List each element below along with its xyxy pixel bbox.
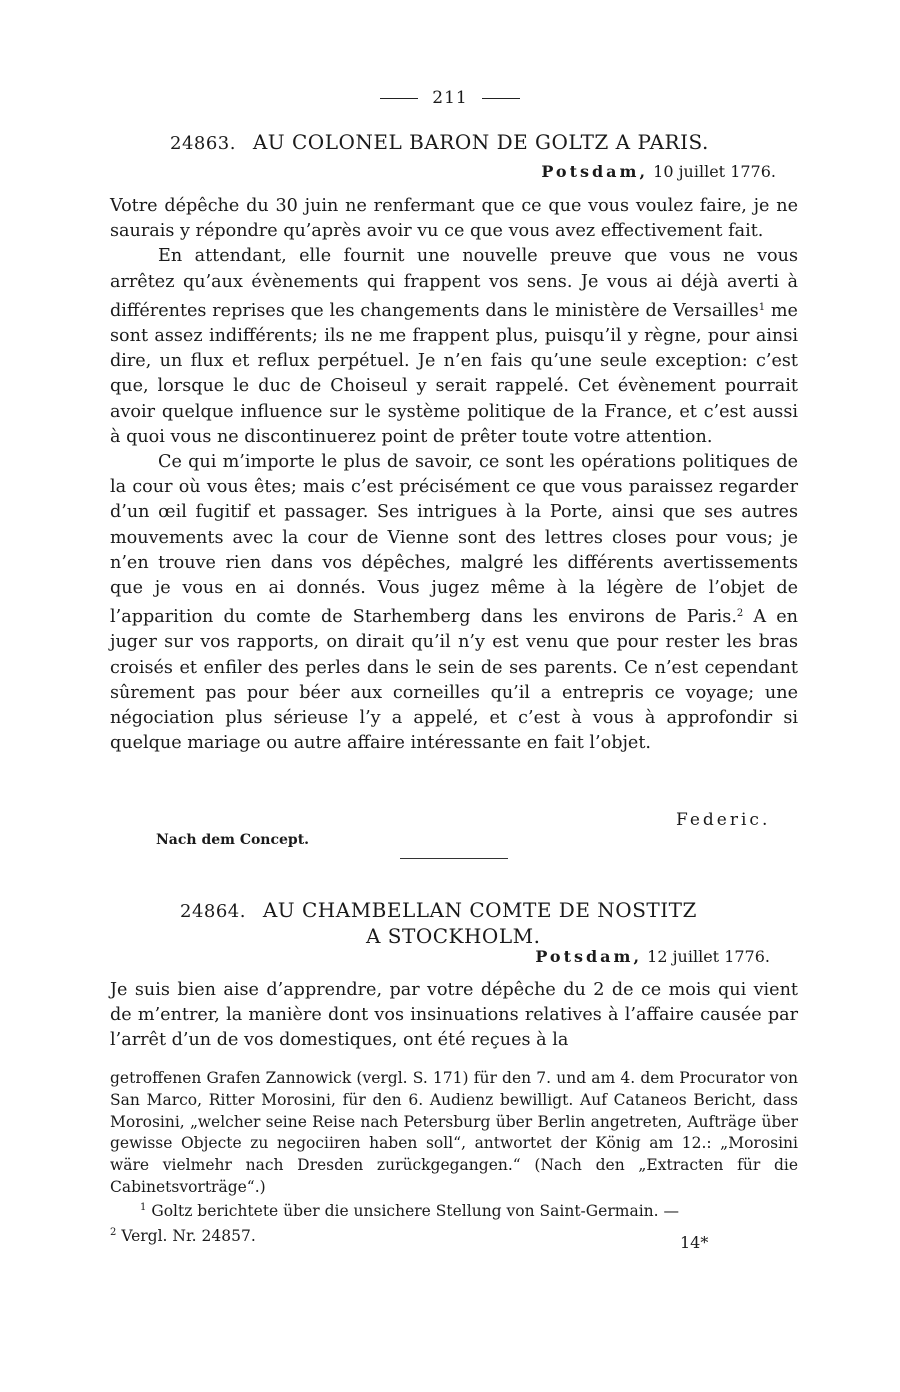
footnote-ref-1: 1 — [758, 301, 766, 313]
letter1-paragraph-2a: En attendant, elle fournit une nouvelle preuve que vous ne vous arrêtez qu’aux évènements qui frappent vos sens. Je vous ai déjà averti à différentes reprises que les changements dans le ministère de Versailles — [110, 246, 798, 321]
letter1-date: 10 juillet 1776. — [653, 162, 776, 181]
letter2-place: Potsdam, — [535, 947, 643, 966]
footnote-ref-2: 2 — [736, 608, 744, 620]
footnote-1-mark: 1 — [140, 1202, 147, 1213]
letter1-paragraph-1: Votre dépêche du 30 juin ne renfermant que ce que vous voulez faire, je ne saurais y répondre qu’après avoir vu ce que vous avez effectivement fait. — [110, 196, 798, 242]
letter1-paragraph-3b: A en juger sur vos rapports, on dirait qu’il n’y est venu que pour rester les bras croisés et enfiler des perles dans le sein de ses parents. Ce n’est cependant sûrement pas pour béer aux corneilles qu’il a entrepris ce voyage; une négociation plus sérieuse l’y a appelé, et c’est à vous à approfondir si quelque mariage ou autre affaire intéressante en fait l’objet. — [110, 607, 798, 754]
letter1-heading — [170, 130, 709, 154]
letter2-date: 12 juillet 1776. — [647, 947, 770, 966]
letter2-number: 24864. — [180, 901, 246, 922]
letter1-number: 24863. — [170, 133, 236, 154]
page-number-rule-left — [380, 98, 418, 99]
letter1-title: AU COLONEL BARON DE GOLTZ A PARIS. — [252, 130, 709, 154]
footnote-2-mark: 2 — [110, 1227, 117, 1238]
sheet-mark: 14* — [680, 1233, 709, 1252]
letter1-signature: Federic. — [676, 810, 771, 830]
page-number — [0, 88, 900, 108]
letter2-title-line2: A STOCKHOLM. — [366, 924, 541, 948]
letter1-body — [110, 194, 798, 756]
letter1-source: Nach dem Concept. — [156, 832, 310, 848]
footnote-1-text: Goltz berichtete über die unsichere Stellung von Saint-Germain. — — [151, 1202, 679, 1220]
page-number-rule-right — [482, 98, 520, 99]
letter1-paragraph-3 — [110, 450, 798, 756]
footnote-1 — [110, 1197, 798, 1222]
letter1-place: Potsdam, — [541, 162, 649, 181]
letter2-paragraph: Je suis bien aise d’apprendre, par votre dépêche du 2 de ce mois qui vient de m’entrer, la manière dont vos insinuations relatives à l’affaire causée par l’arrêt d’un de vos domestiques, ont été reçues à la — [110, 980, 798, 1051]
letter2-title-line1: AU CHAMBELLAN COMTE DE NOSTITZ — [262, 898, 697, 922]
page-number-text: 211 — [432, 88, 468, 108]
letter2-place-date — [535, 947, 770, 966]
letter1-paragraph-2 — [110, 244, 798, 450]
notes-paragraph: getroffenen Grafen Zannowick (vergl. S. 171) für den 7. und am 4. dem Procurator von San Marco, Ritter Morosini, für den 6. Audienz bewilligt. Auf Cataneos Bericht, dass Morosini, „welcher seine Reise nach Petersburg über Berlin angetreten, Aufträge über gewisse Objecte zu negociiren haben soll“, antwortet der König am 12.: „Morosini wäre vielmehr nach Dresden zurückgegangen.“ (Nach den „Extracten für die Cabinetsvorträge“.) — [110, 1069, 798, 1196]
letter2-body — [110, 978, 798, 1054]
footnote-2-text: Vergl. Nr. 24857. — [121, 1227, 256, 1245]
letter1-paragraph-3a: Ce qui m’importe le plus de savoir, ce sont les opérations politiques de la cour où vous êtes; mais c’est précisément ce que vous paraissez regarder d’un œil fugitif et passager. Ses intrigues à la Porte, ainsi que ses autres mouvements avec la cour de Vienne sont des lettres closes pour vous; je n’en trouve rien dans vos dépêches, malgré les différents avertissements que je vous en ai donnés. Vous jugez même à la légère de l’objet de l’apparition du comte de Starhemberg dans les environs de Paris. — [110, 452, 798, 628]
letter2-heading-line1 — [180, 898, 697, 922]
letter1-paragraph-2b: me sont assez indifférents; ils ne me frappent plus, puisqu’il y règne, pour ainsi dire, un flux et reflux perpétuel. Je n’en fais qu’une seule exception: c’est que, lorsque le duc de Choiseul y serait rappelé. Cet évènement pourrait avoir quelque influence sur le système politique de la France, et c’est aussi à quoi vous ne discontinuerez point de prêter toute votre attention. — [110, 300, 798, 447]
letter1-place-date — [541, 162, 776, 181]
editorial-notes — [110, 1068, 798, 1199]
section-separator — [400, 858, 508, 859]
